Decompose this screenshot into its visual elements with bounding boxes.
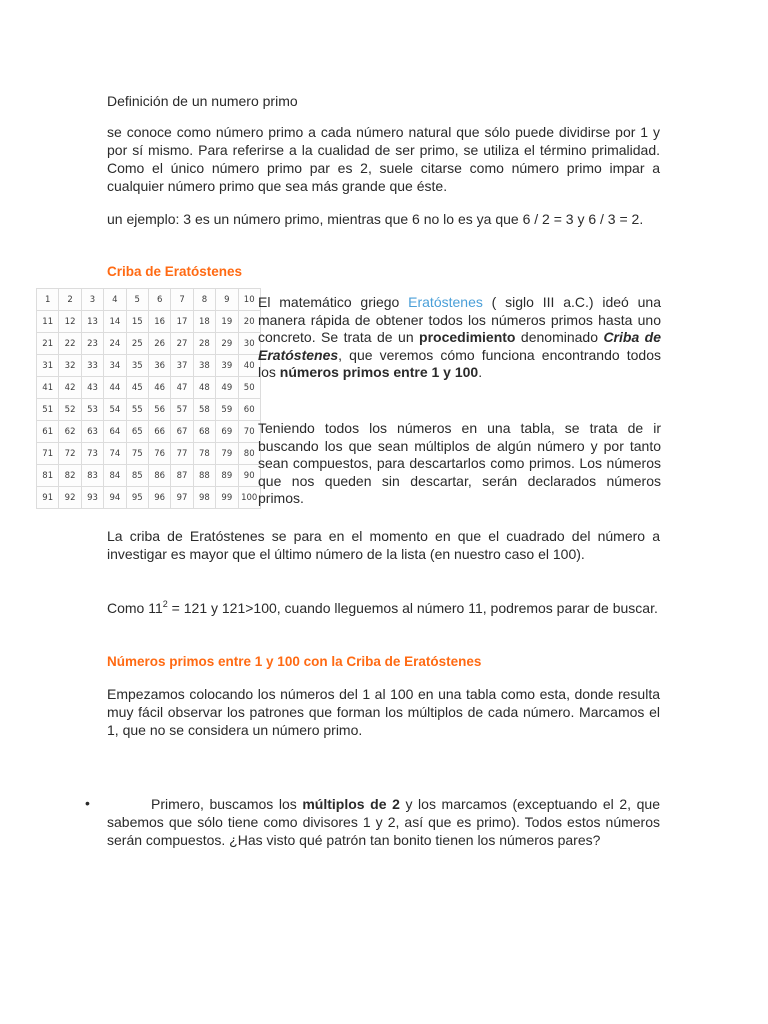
grid-cell: 59 — [216, 399, 238, 421]
grid-cell: 39 — [216, 355, 238, 377]
grid-cell: 6 — [148, 289, 170, 311]
grid-cell: 35 — [126, 355, 148, 377]
grid-cell: 78 — [193, 443, 215, 465]
grid-cell: 56 — [148, 399, 170, 421]
grid-cell: 22 — [59, 333, 81, 355]
grid-cell: 48 — [193, 377, 215, 399]
p4-text-b: = 121 y 121>100, cuando lleguemos al número 11, podremos parar de buscar. — [167, 600, 658, 616]
grid-cell: 69 — [216, 421, 238, 443]
intro-text-a: El matemático griego — [258, 294, 409, 310]
grid-cell: 31 — [37, 355, 59, 377]
grid-cell: 70 — [238, 421, 260, 443]
grid-cell: 62 — [59, 421, 81, 443]
grid-row — [37, 333, 261, 355]
grid-cell: 57 — [171, 399, 193, 421]
intro-text-e: . — [478, 364, 483, 381]
grid-cell: 99 — [216, 487, 238, 509]
grid-cell: 13 — [81, 311, 103, 333]
bullet-paragraph — [107, 795, 660, 849]
grid-cell: 33 — [81, 355, 103, 377]
grid-cell: 89 — [216, 465, 238, 487]
grid-cell: 15 — [126, 311, 148, 333]
grid-cell: 75 — [126, 443, 148, 465]
grid-cell: 40 — [238, 355, 260, 377]
grid-cell: 55 — [126, 399, 148, 421]
grid-cell: 11 — [37, 311, 59, 333]
grid-cell: 20 — [238, 311, 260, 333]
grid-cell: 2 — [59, 289, 81, 311]
grid-cell: 88 — [193, 465, 215, 487]
grid-cell: 72 — [59, 443, 81, 465]
grid-cell: 85 — [126, 465, 148, 487]
grid-cell: 34 — [104, 355, 126, 377]
grid-cell: 43 — [81, 377, 103, 399]
grid-cell: 74 — [104, 443, 126, 465]
table-method-paragraph: Teniendo todos los números en una tabla, se trata de ir buscando los que sean múltiplos de algún número y por tanto sean compuestos, para descartarlos como primos. Los números que nos queden sin descartar, serán declarados números primos. — [258, 420, 661, 507]
primes-range-bold: números primos entre 1 y 100 — [279, 364, 479, 381]
bullet-dot-icon: • — [85, 795, 90, 811]
grid-cell: 84 — [104, 465, 126, 487]
grid-cell: 26 — [148, 333, 170, 355]
grid-cell: 21 — [37, 333, 59, 355]
grid-cell: 41 — [37, 377, 59, 399]
grid-cell: 90 — [238, 465, 260, 487]
grid-cell: 9 — [216, 289, 238, 311]
grid-row — [37, 443, 261, 465]
eratosthenes-link[interactable]: Eratóstenes — [408, 294, 483, 310]
start-paragraph: Empezamos colocando los números del 1 al 100 en una tabla como esta, donde resulta muy fácil observar los patrones que forman los múltiplos de cada número. Marcamos el 1, que no se considera un número primo. — [107, 686, 660, 738]
grid-cell: 81 — [37, 465, 59, 487]
grid-cell: 24 — [104, 333, 126, 355]
grid-cell: 30 — [238, 333, 260, 355]
grid-cell: 1 — [37, 289, 59, 311]
grid-row — [37, 355, 261, 377]
grid-cell: 5 — [126, 289, 148, 311]
grid-cell: 91 — [37, 487, 59, 509]
grid-cell: 83 — [81, 465, 103, 487]
grid-cell: 3 — [81, 289, 103, 311]
criba-bold-italic: Criba de Eratóstenes — [258, 329, 661, 363]
grid-row — [37, 465, 261, 487]
grid-cell: 64 — [104, 421, 126, 443]
grid-cell: 60 — [238, 399, 260, 421]
grid-cell: 25 — [126, 333, 148, 355]
grid-cell: 12 — [59, 311, 81, 333]
intro-text-c: denominado — [515, 329, 604, 346]
criba-title: Criba de Eratóstenes — [107, 264, 243, 279]
grid-cell: 38 — [193, 355, 215, 377]
grid-cell: 98 — [193, 487, 215, 509]
intro-text-b: ( siglo III a.C.) ideó una manera rápida de obtener todos los números primos hasta uno concreto. Se trata de un — [258, 294, 661, 346]
grid-cell: 100 — [238, 487, 260, 509]
number-grid-table — [36, 288, 261, 509]
grid-cell: 42 — [59, 377, 81, 399]
grid-cell: 53 — [81, 399, 103, 421]
grid-cell: 52 — [59, 399, 81, 421]
grid-cell: 96 — [148, 487, 170, 509]
grid-cell: 87 — [171, 465, 193, 487]
grid-row — [37, 421, 261, 443]
eleven-squared-paragraph — [107, 599, 660, 617]
grid-cell: 82 — [59, 465, 81, 487]
grid-cell: 71 — [37, 443, 59, 465]
grid-cell: 32 — [59, 355, 81, 377]
grid-cell: 61 — [37, 421, 59, 443]
grid-cell: 29 — [216, 333, 238, 355]
grid-cell: 47 — [171, 377, 193, 399]
grid-row — [37, 377, 261, 399]
grid-cell: 67 — [171, 421, 193, 443]
grid-cell: 86 — [148, 465, 170, 487]
p4-text-a: Como 11 — [107, 600, 163, 616]
grid-cell: 73 — [81, 443, 103, 465]
grid-cell: 36 — [148, 355, 170, 377]
grid-row — [37, 289, 261, 311]
grid-cell: 77 — [171, 443, 193, 465]
grid-cell: 46 — [148, 377, 170, 399]
definition-heading: Definición de un numero primo — [107, 93, 298, 109]
eratosthenes-intro-paragraph — [258, 294, 661, 382]
grid-row — [37, 487, 261, 509]
grid-cell: 68 — [193, 421, 215, 443]
bullet-text-a: Primero, buscamos los — [151, 796, 303, 812]
grid-cell: 16 — [148, 311, 170, 333]
primes-subtitle: Números primos entre 1 y 100 con la Criba de Eratóstenes — [107, 654, 482, 669]
grid-cell: 63 — [81, 421, 103, 443]
grid-cell: 7 — [171, 289, 193, 311]
procedimiento-bold: procedimiento — [419, 329, 516, 346]
grid-cell: 4 — [104, 289, 126, 311]
grid-cell: 23 — [81, 333, 103, 355]
grid-cell: 27 — [171, 333, 193, 355]
multiples-of-two-bold: múltiplos de 2 — [302, 796, 400, 812]
grid-cell: 92 — [59, 487, 81, 509]
bullet-text-b: y los marcamos (exceptuando el 2, que sabemos que sólo tiene como divisores 1 y 2, así que es primo). Todos estos números serán compuestos. ¿Has visto qué patrón tan bonito tienen los números pares? — [107, 796, 660, 848]
grid-cell: 80 — [238, 443, 260, 465]
grid-cell: 18 — [193, 311, 215, 333]
grid-cell: 50 — [238, 377, 260, 399]
grid-cell: 95 — [126, 487, 148, 509]
grid-cell: 65 — [126, 421, 148, 443]
grid-cell: 93 — [81, 487, 103, 509]
grid-cell: 66 — [148, 421, 170, 443]
grid-cell: 10 — [238, 289, 260, 311]
grid-cell: 37 — [171, 355, 193, 377]
definition-paragraph: se conoce como número primo a cada número natural que sólo puede dividirse por 1 y por sí mismo. Para referirse a la cualidad de ser primo, se utiliza el término primalidad. Como el único número primo par es 2, suele citarse como número primo impar a cualquier número primo que sea más grande que éste. — [107, 124, 660, 194]
example-paragraph: un ejemplo: 3 es un número primo, mientras que 6 no lo es ya que 6 / 2 = 3 y 6 / 3 = 2. — [107, 211, 644, 227]
grid-cell: 58 — [193, 399, 215, 421]
stop-condition-paragraph: La criba de Eratóstenes se para en el momento en que el cuadrado del número a investigar es mayor que el último número de la lista (en nuestro caso el 100). — [107, 528, 660, 562]
grid-cell: 97 — [171, 487, 193, 509]
grid-cell: 8 — [193, 289, 215, 311]
grid-cell: 94 — [104, 487, 126, 509]
grid-cell: 14 — [104, 311, 126, 333]
grid-cell: 49 — [216, 377, 238, 399]
grid-cell: 28 — [193, 333, 215, 355]
grid-cell: 79 — [216, 443, 238, 465]
grid-cell: 51 — [37, 399, 59, 421]
grid-cell: 76 — [148, 443, 170, 465]
superscript-two: 2 — [162, 599, 168, 609]
grid-cell: 45 — [126, 377, 148, 399]
grid-cell: 54 — [104, 399, 126, 421]
intro-text-d: , que veremos cómo funciona encontrando todos los — [258, 346, 661, 381]
grid-row — [37, 399, 261, 421]
grid-cell: 17 — [171, 311, 193, 333]
grid-row — [37, 311, 261, 333]
grid-cell: 19 — [216, 311, 238, 333]
grid-cell: 44 — [104, 377, 126, 399]
